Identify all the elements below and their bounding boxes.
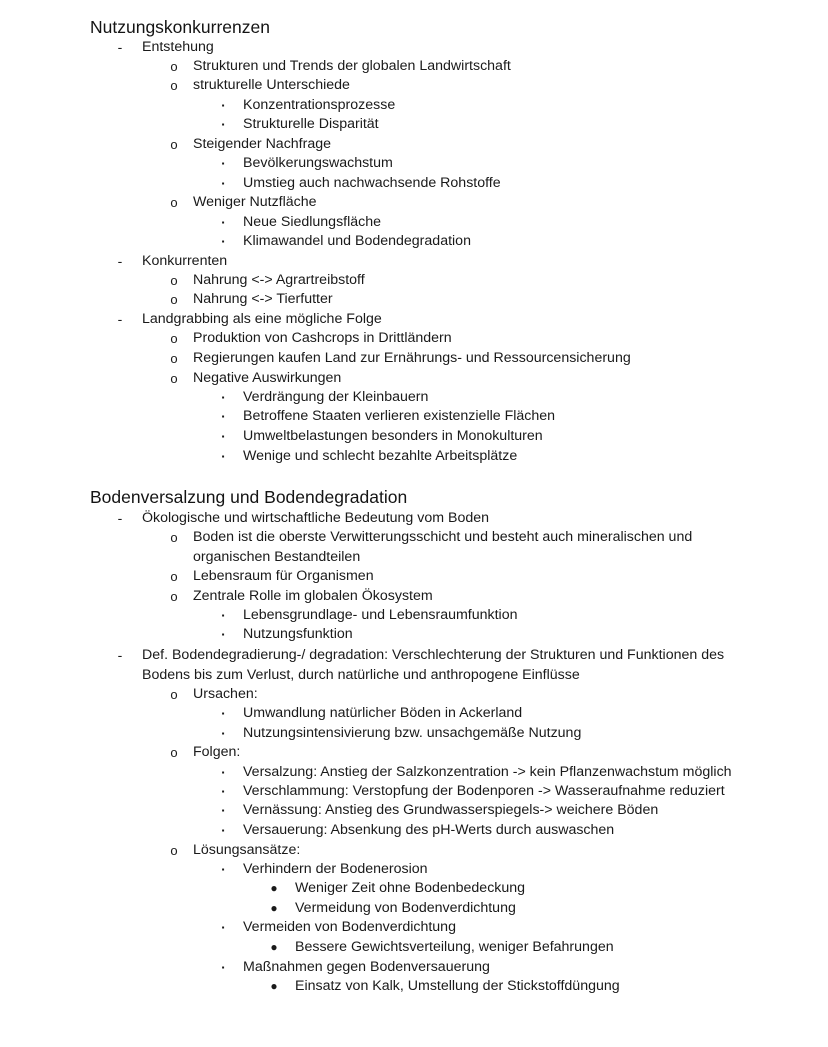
- list-item: ▪ Umweltbelastungen besonders in Monokulturen: [243, 427, 543, 447]
- list-item: o Zentrale Rolle im globalen Ökosystem: [193, 587, 433, 607]
- square-marker: ▪: [221, 923, 225, 932]
- square-marker: ▪: [221, 159, 225, 168]
- list-item: ▪ Versalzung: Anstieg der Salzkonzentration -> kein Pflanzenwachstum möglich: [243, 763, 732, 783]
- list-item: ▪ Umstieg auch nachwachsende Rohstoffe: [243, 174, 501, 194]
- list-item: o Steigender Nachfrage: [193, 135, 331, 155]
- square-marker: ▪: [221, 865, 225, 874]
- square-marker: ▪: [221, 630, 225, 639]
- circle-marker: o: [170, 59, 178, 74]
- square-marker: ▪: [221, 963, 225, 972]
- list-item: o Boden ist die oberste Verwitterungsschicht und besteht auch mineralischen und organischen Bestandteilen: [193, 528, 733, 567]
- square-marker: ▪: [221, 787, 225, 796]
- list-item: ▪ Strukturelle Disparität: [243, 115, 379, 135]
- list-item: - Landgrabbing als eine mögliche Folge: [142, 310, 382, 330]
- list-item: ● Vermeidung von Bodenverdichtung: [295, 899, 516, 919]
- list-item: ▪ Betroffene Staaten verlieren existenzielle Flächen: [243, 407, 555, 427]
- list-item: ▪ Maßnahmen gegen Bodenversauerung: [243, 958, 490, 978]
- circle-marker: o: [170, 137, 178, 152]
- circle-marker: o: [170, 569, 178, 584]
- square-marker: ▪: [221, 120, 225, 129]
- list-item: ▪ Versauerung: Absenkung des pH-Werts durch auswaschen: [243, 821, 614, 841]
- dash-marker: -: [117, 647, 123, 663]
- dash-marker: -: [117, 253, 123, 269]
- list-item: ▪ Verhindern der Bodenerosion: [243, 860, 428, 880]
- dash-marker: -: [117, 39, 123, 55]
- circle-marker: o: [170, 530, 178, 545]
- list-item: o Produktion von Cashcrops in Drittländern: [193, 329, 452, 349]
- bullet-marker: ●: [270, 881, 278, 895]
- square-marker: ▪: [221, 101, 225, 110]
- square-marker: ▪: [221, 709, 225, 718]
- list-item: ▪ Konzentrationsprozesse: [243, 96, 395, 116]
- list-item: - Konkurrenten: [142, 252, 227, 272]
- list-item: ● Bessere Gewichtsverteilung, weniger Befahrungen: [295, 938, 614, 958]
- circle-marker: o: [170, 331, 178, 346]
- list-item: o Weniger Nutzfläche: [193, 193, 317, 213]
- circle-marker: o: [170, 195, 178, 210]
- circle-marker: o: [170, 745, 178, 760]
- list-item: ▪ Vermeiden von Bodenverdichtung: [243, 918, 456, 938]
- bullet-marker: ●: [270, 979, 278, 993]
- list-item: o Folgen:: [193, 743, 240, 763]
- bullet-marker: ●: [270, 940, 278, 954]
- list-item: ▪ Neue Siedlungsfläche: [243, 213, 381, 233]
- list-item: ▪ Lebensgrundlage- und Lebensraumfunktion: [243, 606, 518, 626]
- square-marker: ▪: [221, 179, 225, 188]
- list-item: ▪ Umwandlung natürlicher Böden in Ackerland: [243, 704, 522, 724]
- list-item: - Def. Bodendegradierung-/ degradation: Verschlechterung der Strukturen und Funktionen des Bodens bis zum Verlust, durch natürliche und anthropogene Einflüsse: [142, 646, 742, 685]
- list-item: ▪ Nutzungsintensivierung bzw. unsachgemäße Nutzung: [243, 724, 581, 744]
- square-marker: ▪: [221, 237, 225, 246]
- square-marker: ▪: [221, 826, 225, 835]
- list-item: ▪ Verschlammung: Verstopfung der Bodenporen -> Wasseraufnahme reduziert: [243, 782, 725, 802]
- circle-marker: o: [170, 78, 178, 93]
- circle-marker: o: [170, 589, 178, 604]
- list-item: o Ursachen:: [193, 685, 258, 705]
- square-marker: ▪: [221, 768, 225, 777]
- list-item: - Ökologische und wirtschaftliche Bedeutung vom Boden: [142, 509, 489, 529]
- circle-marker: o: [170, 292, 178, 307]
- list-item: o Strukturen und Trends der globalen Landwirtschaft: [193, 57, 511, 77]
- circle-marker: o: [170, 351, 178, 366]
- list-item: ▪ Verdrängung der Kleinbauern: [243, 388, 428, 408]
- square-marker: ▪: [221, 729, 225, 738]
- circle-marker: o: [170, 687, 178, 702]
- circle-marker: o: [170, 371, 178, 386]
- list-item: o Nahrung <-> Agrartreibstoff: [193, 271, 365, 291]
- section-heading-bodenversalzung: Bodenversalzung und Bodendegradation: [90, 487, 408, 507]
- square-marker: ▪: [221, 393, 225, 402]
- square-marker: ▪: [221, 412, 225, 421]
- list-item: - Entstehung: [142, 38, 214, 58]
- section-heading-nutzungskonkurrenzen: Nutzungskonkurrenzen: [90, 17, 270, 37]
- square-marker: ▪: [221, 806, 225, 815]
- bullet-marker: ●: [270, 901, 278, 915]
- list-item: o Nahrung <-> Tierfutter: [193, 290, 333, 310]
- list-item: ▪ Nutzungsfunktion: [243, 625, 353, 645]
- list-item: o Lösungsansätze:: [193, 841, 300, 861]
- dash-marker: -: [117, 311, 123, 327]
- list-item: ● Weniger Zeit ohne Bodenbedeckung: [295, 879, 525, 899]
- list-item: ▪ Vernässung: Anstieg des Grundwasserspiegels-> weichere Böden: [243, 801, 658, 821]
- square-marker: ▪: [221, 218, 225, 227]
- dash-marker: -: [117, 510, 123, 526]
- list-item: o strukturelle Unterschiede: [193, 76, 350, 96]
- square-marker: ▪: [221, 432, 225, 441]
- list-item: o Lebensraum für Organismen: [193, 567, 374, 587]
- list-item: o Negative Auswirkungen: [193, 369, 341, 389]
- list-item: ▪ Bevölkerungswachstum: [243, 154, 393, 174]
- circle-marker: o: [170, 843, 178, 858]
- list-item: o Regierungen kaufen Land zur Ernährungs- und Ressourcensicherung: [193, 349, 631, 369]
- circle-marker: o: [170, 273, 178, 288]
- list-item: ▪ Klimawandel und Bodendegradation: [243, 232, 471, 252]
- list-item: ● Einsatz von Kalk, Umstellung der Stickstoffdüngung: [295, 977, 620, 997]
- square-marker: ▪: [221, 452, 225, 461]
- list-item: ▪ Wenige und schlecht bezahlte Arbeitsplätze: [243, 447, 517, 467]
- square-marker: ▪: [221, 611, 225, 620]
